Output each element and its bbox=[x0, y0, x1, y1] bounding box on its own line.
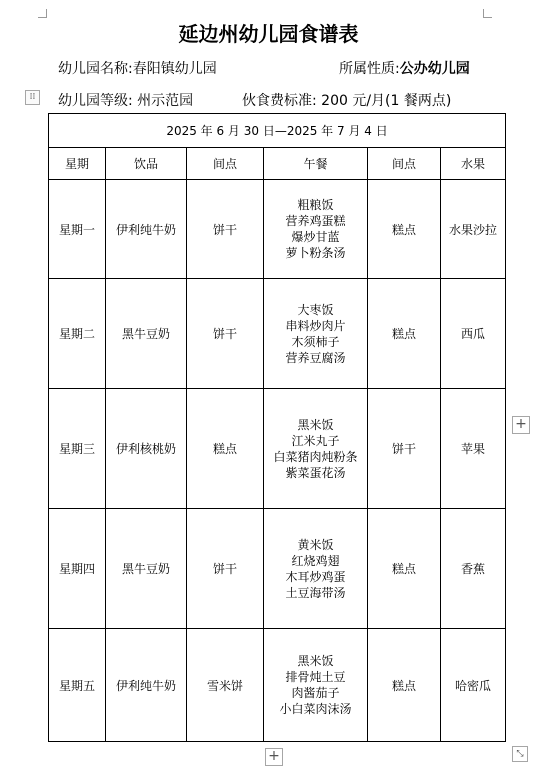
date-row bbox=[49, 114, 506, 148]
lunch-item: 营养豆腐汤 bbox=[285, 350, 346, 365]
fruit-cell: 哈密瓜 bbox=[441, 629, 506, 742]
type-label: 所属性质: bbox=[339, 61, 400, 77]
type-value: 公办幼儿园 bbox=[399, 61, 470, 77]
snack1-cell: 糕点 bbox=[187, 389, 264, 509]
snack1-cell: 饼干 bbox=[187, 180, 264, 279]
snack1-cell: 饼干 bbox=[187, 279, 264, 389]
resize-icon[interactable]: ⤡ bbox=[512, 746, 528, 762]
menu-table bbox=[48, 113, 506, 742]
day-cell: 星期四 bbox=[49, 509, 106, 629]
header-snack2: 间点 bbox=[368, 148, 441, 180]
lunch-item: 木耳炒鸡蛋 bbox=[285, 569, 346, 584]
drink-cell: 黑牛豆奶 bbox=[106, 279, 187, 389]
add-row-plus-icon[interactable]: + bbox=[265, 748, 283, 766]
header-row bbox=[49, 148, 506, 180]
fruit-cell: 水果沙拉 bbox=[441, 180, 506, 279]
lunch-cell bbox=[264, 389, 368, 509]
header-day: 星期 bbox=[49, 148, 106, 180]
date-range: 2025 年 6 月 30 日—2025 年 7 月 4 日 bbox=[49, 114, 506, 148]
table-row bbox=[49, 180, 506, 279]
lunch-item: 紫菜蛋花汤 bbox=[285, 465, 346, 480]
document-title: 延边州幼儿园食谱表 bbox=[178, 22, 359, 46]
kindergarten-type bbox=[339, 58, 470, 78]
fruit-cell: 香蕉 bbox=[441, 509, 506, 629]
lunch-cell bbox=[264, 509, 368, 629]
page-corner-mark-left bbox=[38, 9, 47, 18]
lunch-item: 江米丸子 bbox=[291, 433, 340, 448]
day-cell: 星期五 bbox=[49, 629, 106, 742]
lunch-cell bbox=[264, 279, 368, 389]
day-cell: 星期一 bbox=[49, 180, 106, 279]
lunch-item: 黑米饭 bbox=[297, 654, 334, 668]
lunch-item: 粗粮饭 bbox=[297, 198, 334, 212]
name-label: 幼儿园名称: bbox=[58, 61, 133, 77]
drink-cell: 伊利核桃奶 bbox=[106, 389, 187, 509]
page-corner-mark-right bbox=[483, 9, 492, 18]
snack2-cell: 糕点 bbox=[368, 180, 441, 279]
kindergarten-name bbox=[58, 58, 217, 78]
lunch-item: 土豆海带汤 bbox=[285, 585, 346, 600]
lunch-item: 黄米饭 bbox=[297, 537, 334, 552]
lunch-item: 排骨炖土豆 bbox=[285, 670, 346, 684]
lunch-item: 小白菜肉沫汤 bbox=[279, 702, 352, 716]
drink-cell: 黑牛豆奶 bbox=[106, 509, 187, 629]
snack2-cell: 饼干 bbox=[368, 389, 441, 509]
drink-cell: 伊利纯牛奶 bbox=[106, 629, 187, 742]
move-handle-icon[interactable]: ⁞⁞ bbox=[25, 90, 40, 105]
lunch-item: 肉酱茄子 bbox=[291, 686, 340, 700]
fruit-cell: 西瓜 bbox=[441, 279, 506, 389]
drink-cell: 伊利纯牛奶 bbox=[106, 180, 187, 279]
name-value: 春阳镇幼儿园 bbox=[132, 61, 217, 77]
lunch-item: 营养鸡蛋糕 bbox=[285, 214, 346, 228]
snack1-cell: 雪米饼 bbox=[187, 629, 264, 742]
lunch-item: 爆炒甘蓝 bbox=[291, 230, 340, 244]
header-drink: 饮品 bbox=[106, 148, 187, 180]
add-column-plus-icon[interactable]: + bbox=[512, 416, 530, 434]
lunch-item: 萝卜粉条汤 bbox=[285, 246, 346, 260]
lunch-cell bbox=[264, 629, 368, 742]
lunch-item: 黑米饭 bbox=[297, 417, 334, 432]
lunch-cell bbox=[264, 180, 368, 279]
header-snack1: 间点 bbox=[187, 148, 264, 180]
lunch-item: 大枣饭 bbox=[297, 302, 334, 317]
table-row bbox=[49, 509, 506, 629]
kindergarten-level: 幼儿园等级: 州示范园 bbox=[58, 93, 194, 109]
table-row bbox=[49, 629, 506, 742]
day-cell: 星期二 bbox=[49, 279, 106, 389]
lunch-item: 白菜猪肉炖粉条 bbox=[273, 449, 358, 464]
snack2-cell: 糕点 bbox=[368, 279, 441, 389]
snack1-cell: 饼干 bbox=[187, 509, 264, 629]
table-row bbox=[49, 389, 506, 509]
snack2-cell: 糕点 bbox=[368, 629, 441, 742]
header-fruit: 水果 bbox=[441, 148, 506, 180]
lunch-item: 红烧鸡翅 bbox=[291, 553, 340, 568]
meal-fee: 伙食费标准: 200 元/月(1 餐两点) bbox=[242, 93, 452, 109]
table-row bbox=[49, 279, 506, 389]
header-lunch: 午餐 bbox=[264, 148, 368, 180]
snack2-cell: 糕点 bbox=[368, 509, 441, 629]
day-cell: 星期三 bbox=[49, 389, 106, 509]
fruit-cell: 苹果 bbox=[441, 389, 506, 509]
lunch-item: 木须柿子 bbox=[291, 334, 340, 349]
lunch-item: 串料炒肉片 bbox=[285, 318, 346, 333]
